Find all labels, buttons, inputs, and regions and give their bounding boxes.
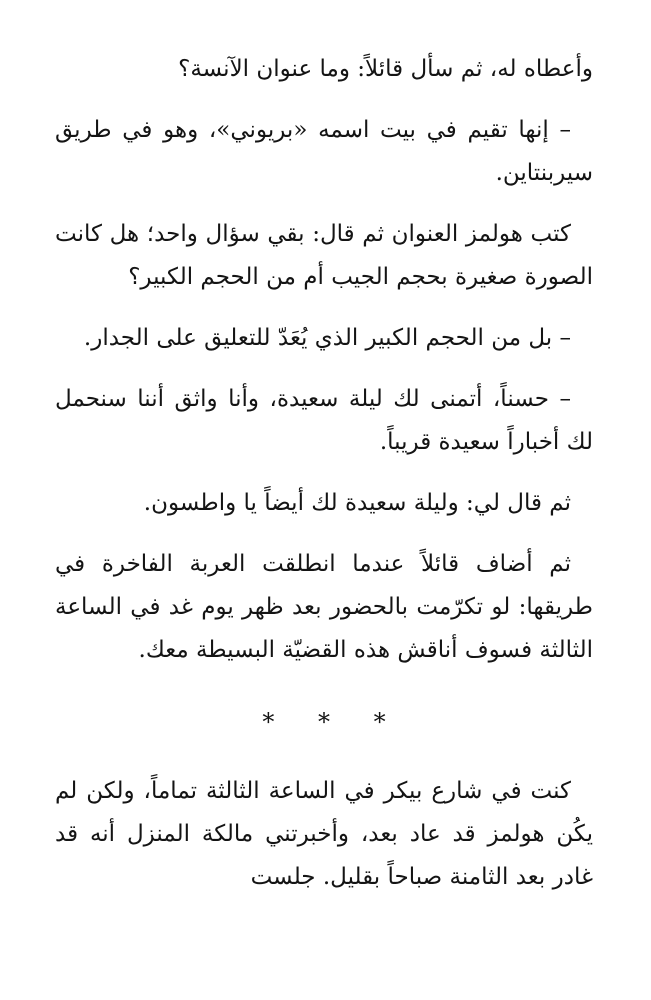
paragraph-1: وأعطاه له، ثم سأل قائلاً: وما عنوان الآنسة؟ <box>178 56 593 82</box>
paragraph-6: ثم قال لي: وليلة سعيدة لك أيضاً يا واطسون. <box>143 490 571 516</box>
book-page <box>55 48 593 917</box>
paragraph-4: – بل من الحجم الكبير الذي يُعَدّ للتعليق على الجدار. <box>83 325 571 351</box>
paragraph-5: – حسناً، أتمنى لك ليلة سعيدة، وأنا واثق أننا سنحمل لك أخباراً سعيدة قريباً. <box>55 386 593 455</box>
divider-star-2: * <box>318 708 348 736</box>
paragraph-2: – إنها تقيم في بيت اسمه «بريوني»، وهو في طريق سيربنتاين. <box>55 117 593 186</box>
divider-star-1: * <box>262 708 293 736</box>
divider-star-3: * <box>373 708 404 736</box>
paragraph-7: ثم أضاف قائلاً عندما انطلقت العربة الفاخرة في طريقها: لو تكرّمت بالحضور بعد ظهر يوم غد في الساعة الثالثة فسوف أناقش هذه القضيّة البسيطة معك. <box>55 551 593 663</box>
section-divider <box>55 702 593 742</box>
paragraph-8: كنت في شارع بيكر في الساعة الثالثة تماماً، ولكن لم يكُن هولمز قد عاد بعد، وأخبرتني مالكة المنزل أنه قد غادر بعد الثامنة صباحاً بقليل. جلست <box>55 778 593 890</box>
paragraph-3: كتب هولمز العنوان ثم قال: بقي سؤال واحد؛ هل كانت الصورة صغيرة بحجم الجيب أم من الحجم الكبير؟ <box>55 221 593 290</box>
